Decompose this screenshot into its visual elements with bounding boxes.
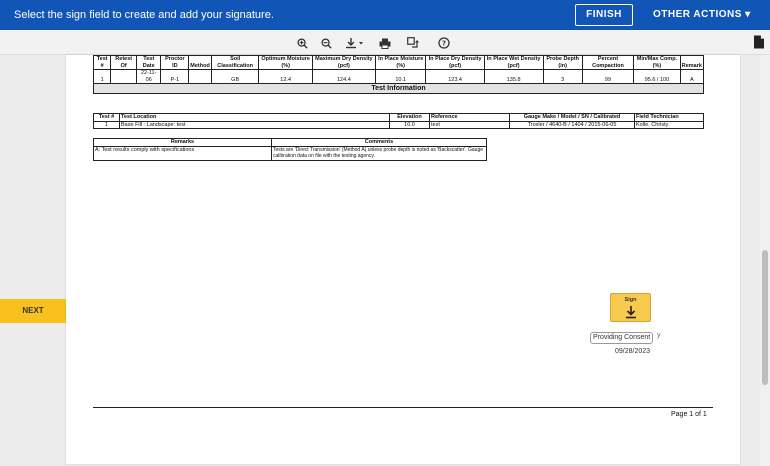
comments-heading: Comments — [272, 139, 487, 147]
header-cell: Retest Of — [111, 56, 137, 70]
other-actions-menu[interactable]: OTHER ACTIONS ▾ — [653, 9, 751, 20]
header-cell: Test Location — [120, 114, 390, 122]
table-cell: 99 — [582, 70, 633, 84]
header-cell: Test # — [94, 114, 120, 122]
table-cell: 10.0 — [390, 121, 430, 129]
zoom-out-icon[interactable] — [319, 35, 333, 51]
table-row — [94, 146, 487, 160]
header-cell: Remark — [680, 56, 703, 70]
test-information-heading: Test Information — [94, 84, 704, 94]
page-number: Page 1 of 1 — [671, 411, 707, 418]
table-cell: 10.1 — [375, 70, 426, 84]
table-cell: 135.8 — [484, 70, 543, 84]
providing-consent-tooltip: Providing Consent — [590, 332, 653, 344]
header-cell: Probe Depth (in) — [543, 56, 582, 70]
table-cell: 123.4 — [426, 70, 484, 84]
top-banner — [0, 0, 770, 30]
table-cell: 12.4 — [259, 70, 312, 84]
header-cell: Maximum Dry Density (pcf) — [312, 56, 375, 70]
document-toolbar — [0, 30, 770, 55]
help-icon[interactable] — [437, 35, 451, 51]
table-cell: P-1 — [161, 70, 189, 84]
document-panel-icon[interactable] — [753, 35, 765, 49]
download-icon[interactable] — [344, 35, 366, 51]
header-cell: Min/Max Comp. (%) — [634, 56, 681, 70]
zoom-in-icon[interactable] — [295, 35, 309, 51]
sign-label: Sign — [624, 297, 637, 303]
instruction-text: Select the sign field to create and add your signature. — [14, 9, 274, 21]
table-header-row — [94, 139, 487, 147]
table-cell: test — [430, 121, 510, 129]
arrow-down-icon — [625, 305, 637, 319]
header-cell: Test Date — [137, 56, 161, 70]
header-cell: Field Technician — [635, 114, 704, 122]
table-cell — [111, 70, 137, 84]
table-cell: Base Fill : Landscape: test — [120, 121, 390, 129]
header-cell: In Place Dry Density (pcf) — [426, 56, 484, 70]
header-cell: In Place Moisture (%) — [375, 56, 426, 70]
table-row — [94, 70, 704, 84]
scrollbar[interactable] — [760, 55, 770, 466]
remarks-heading: Remarks — [94, 139, 272, 147]
table-row — [94, 121, 704, 129]
test-information-table — [93, 113, 704, 129]
header-cell: Test # — [94, 56, 111, 70]
footer-divider — [93, 407, 713, 408]
test-results-table — [93, 55, 704, 94]
sign-field[interactable] — [610, 293, 651, 322]
scroll-thumb[interactable] — [762, 250, 768, 385]
header-cell: Elevation — [390, 114, 430, 122]
header-cell: Proctor ID — [161, 56, 189, 70]
reassign-icon[interactable] — [406, 35, 420, 51]
document-page — [66, 55, 740, 464]
consent-tail-text: y — [657, 332, 661, 339]
test-information-heading-row — [94, 84, 704, 94]
table-header-row — [94, 56, 704, 70]
header-cell: Optimum Moisture (%) — [259, 56, 312, 70]
table-cell: 1 — [94, 70, 111, 84]
finish-button[interactable]: FINISH — [575, 4, 633, 26]
table-header-row — [94, 114, 704, 122]
table-cell: 3 — [543, 70, 582, 84]
signature-date: 09/28/2023 — [615, 348, 651, 355]
print-icon[interactable] — [378, 35, 392, 51]
header-cell: Reference — [430, 114, 510, 122]
table-cell: Troxler / 4640-B / 1404 / 2015-06-05 — [510, 121, 635, 129]
header-cell: Soil Classification — [211, 56, 259, 70]
header-cell: Method — [189, 56, 212, 70]
header-cell: In Place Wet Density (pcf) — [484, 56, 543, 70]
table-cell: GB — [211, 70, 259, 84]
table-cell: 1 — [94, 121, 120, 129]
comments-text: Tests are 'Direct Transmission' (Method A) unless probe depth is noted as 'Backscatter'. Gauge calibration data on file with the testing agency. — [272, 146, 487, 160]
header-cell: Gauge Make / Model / SN / Calibrated — [510, 114, 635, 122]
remarks-text: A: Test results comply with specifications — [94, 146, 272, 160]
table-cell: Kolle, Christy — [635, 121, 704, 129]
table-cell: 22-11-06 — [137, 70, 161, 84]
header-cell: Percent Compaction — [582, 56, 633, 70]
table-cell: A — [680, 70, 703, 84]
svg-text:?: ? — [441, 39, 447, 48]
table-cell: 95.6 / 100 — [634, 70, 681, 84]
remarks-comments-table — [93, 138, 487, 161]
table-cell — [189, 70, 212, 84]
table-cell: 124.4 — [312, 70, 375, 84]
next-button[interactable]: NEXT — [0, 299, 66, 323]
